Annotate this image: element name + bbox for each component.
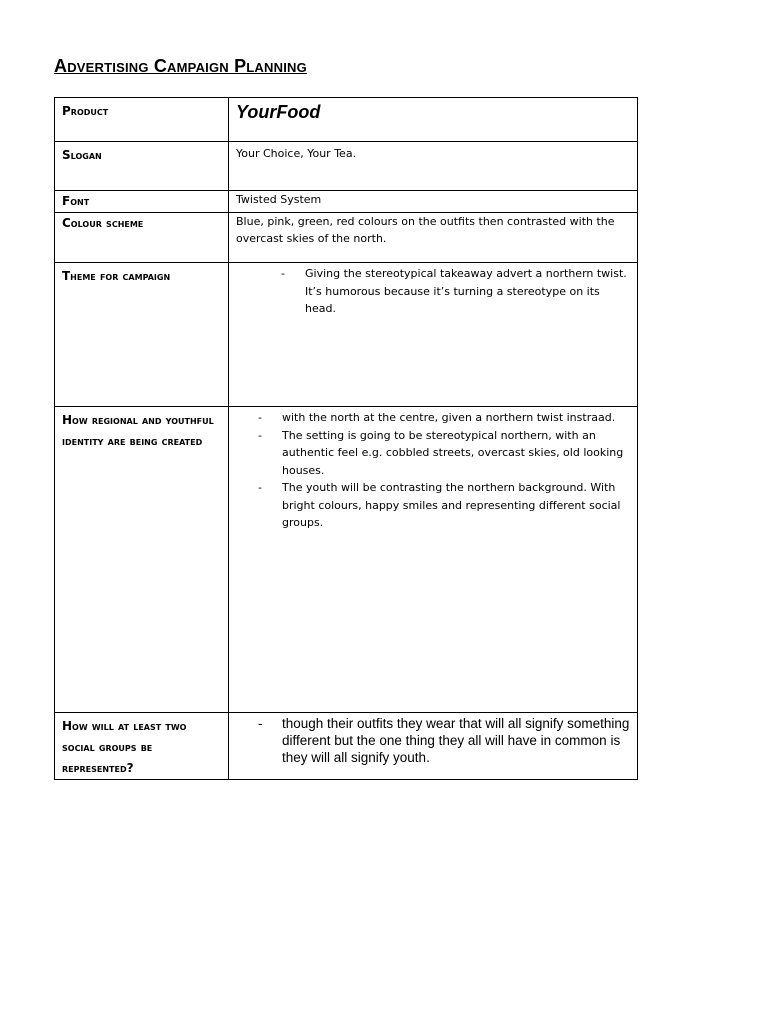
social-groups-item-text: though their outfits they wear that will all signify something different but the one thing they all will have in common is they will all signify youth. <box>282 716 630 765</box>
colour-scheme-label: Colour scheme <box>62 216 144 230</box>
identity-label-cell <box>55 407 229 713</box>
product-label-cell <box>55 98 229 142</box>
table-row-social-groups <box>55 713 638 780</box>
list-item <box>229 715 631 766</box>
social-groups-label-cell <box>55 713 229 780</box>
identity-label: How regional and youthful identity are being created <box>62 413 214 448</box>
product-value: YourFood <box>236 102 321 122</box>
identity-item-text: with the north at the centre, given a northern twist instraad. <box>282 411 616 424</box>
identity-value-cell <box>229 407 638 713</box>
list-item <box>229 409 631 427</box>
dash-marker: - <box>258 428 262 442</box>
colour-scheme-value: Blue, pink, green, red colours on the outfits then contrasted with the overcast skies of the north. <box>236 215 615 245</box>
table-row-identity <box>55 407 638 713</box>
dash-marker: - <box>258 481 262 494</box>
slogan-value: Your Choice, Your Tea. <box>236 147 357 160</box>
document-title: Advertising Campaign Planning <box>54 56 307 76</box>
product-label: Product <box>62 104 109 118</box>
font-label: Font <box>62 194 90 208</box>
font-value: Twisted System <box>236 193 322 206</box>
font-label-cell <box>55 191 229 213</box>
table-row-font <box>55 191 638 213</box>
identity-list <box>229 407 637 532</box>
table-row-slogan <box>55 142 638 191</box>
slogan-value-cell <box>229 142 638 191</box>
table-row-product <box>55 98 638 142</box>
colour-scheme-value-cell <box>229 213 638 263</box>
dash-marker: - <box>258 411 262 424</box>
theme-value-cell <box>229 263 638 407</box>
social-groups-label: How will at least two social groups be represented? <box>62 719 187 775</box>
table-row-colour-scheme <box>55 213 638 263</box>
identity-item-text: The youth will be contrasting the northern background. With bright colours, happy smiles and representing different social groups. <box>282 481 621 529</box>
theme-item-text: Giving the stereotypical takeaway advert a northern twist. It’s humorous because it’s turning a stereotype on its head. <box>305 267 627 315</box>
list-item <box>229 427 631 480</box>
theme-label-cell <box>55 263 229 407</box>
theme-list <box>229 263 637 318</box>
slogan-label: Slogan <box>62 148 102 162</box>
list-item <box>229 479 631 532</box>
social-groups-value-cell <box>229 713 638 780</box>
colour-scheme-label-cell <box>55 213 229 263</box>
list-item <box>229 265 631 318</box>
social-groups-list <box>229 713 637 766</box>
slogan-label-cell <box>55 142 229 191</box>
font-value-cell <box>229 191 638 213</box>
identity-item-text: The setting is going to be stereotypical northern, with an authentic feel e.g. cobbled streets, overcast skies, old looking houses. <box>282 428 624 477</box>
campaign-planning-table <box>54 97 638 780</box>
theme-label: Theme for campaign <box>62 269 171 283</box>
product-value-cell <box>229 98 638 142</box>
dash-marker: - <box>281 267 285 280</box>
dash-marker: - <box>258 716 263 731</box>
table-row-theme <box>55 263 638 407</box>
